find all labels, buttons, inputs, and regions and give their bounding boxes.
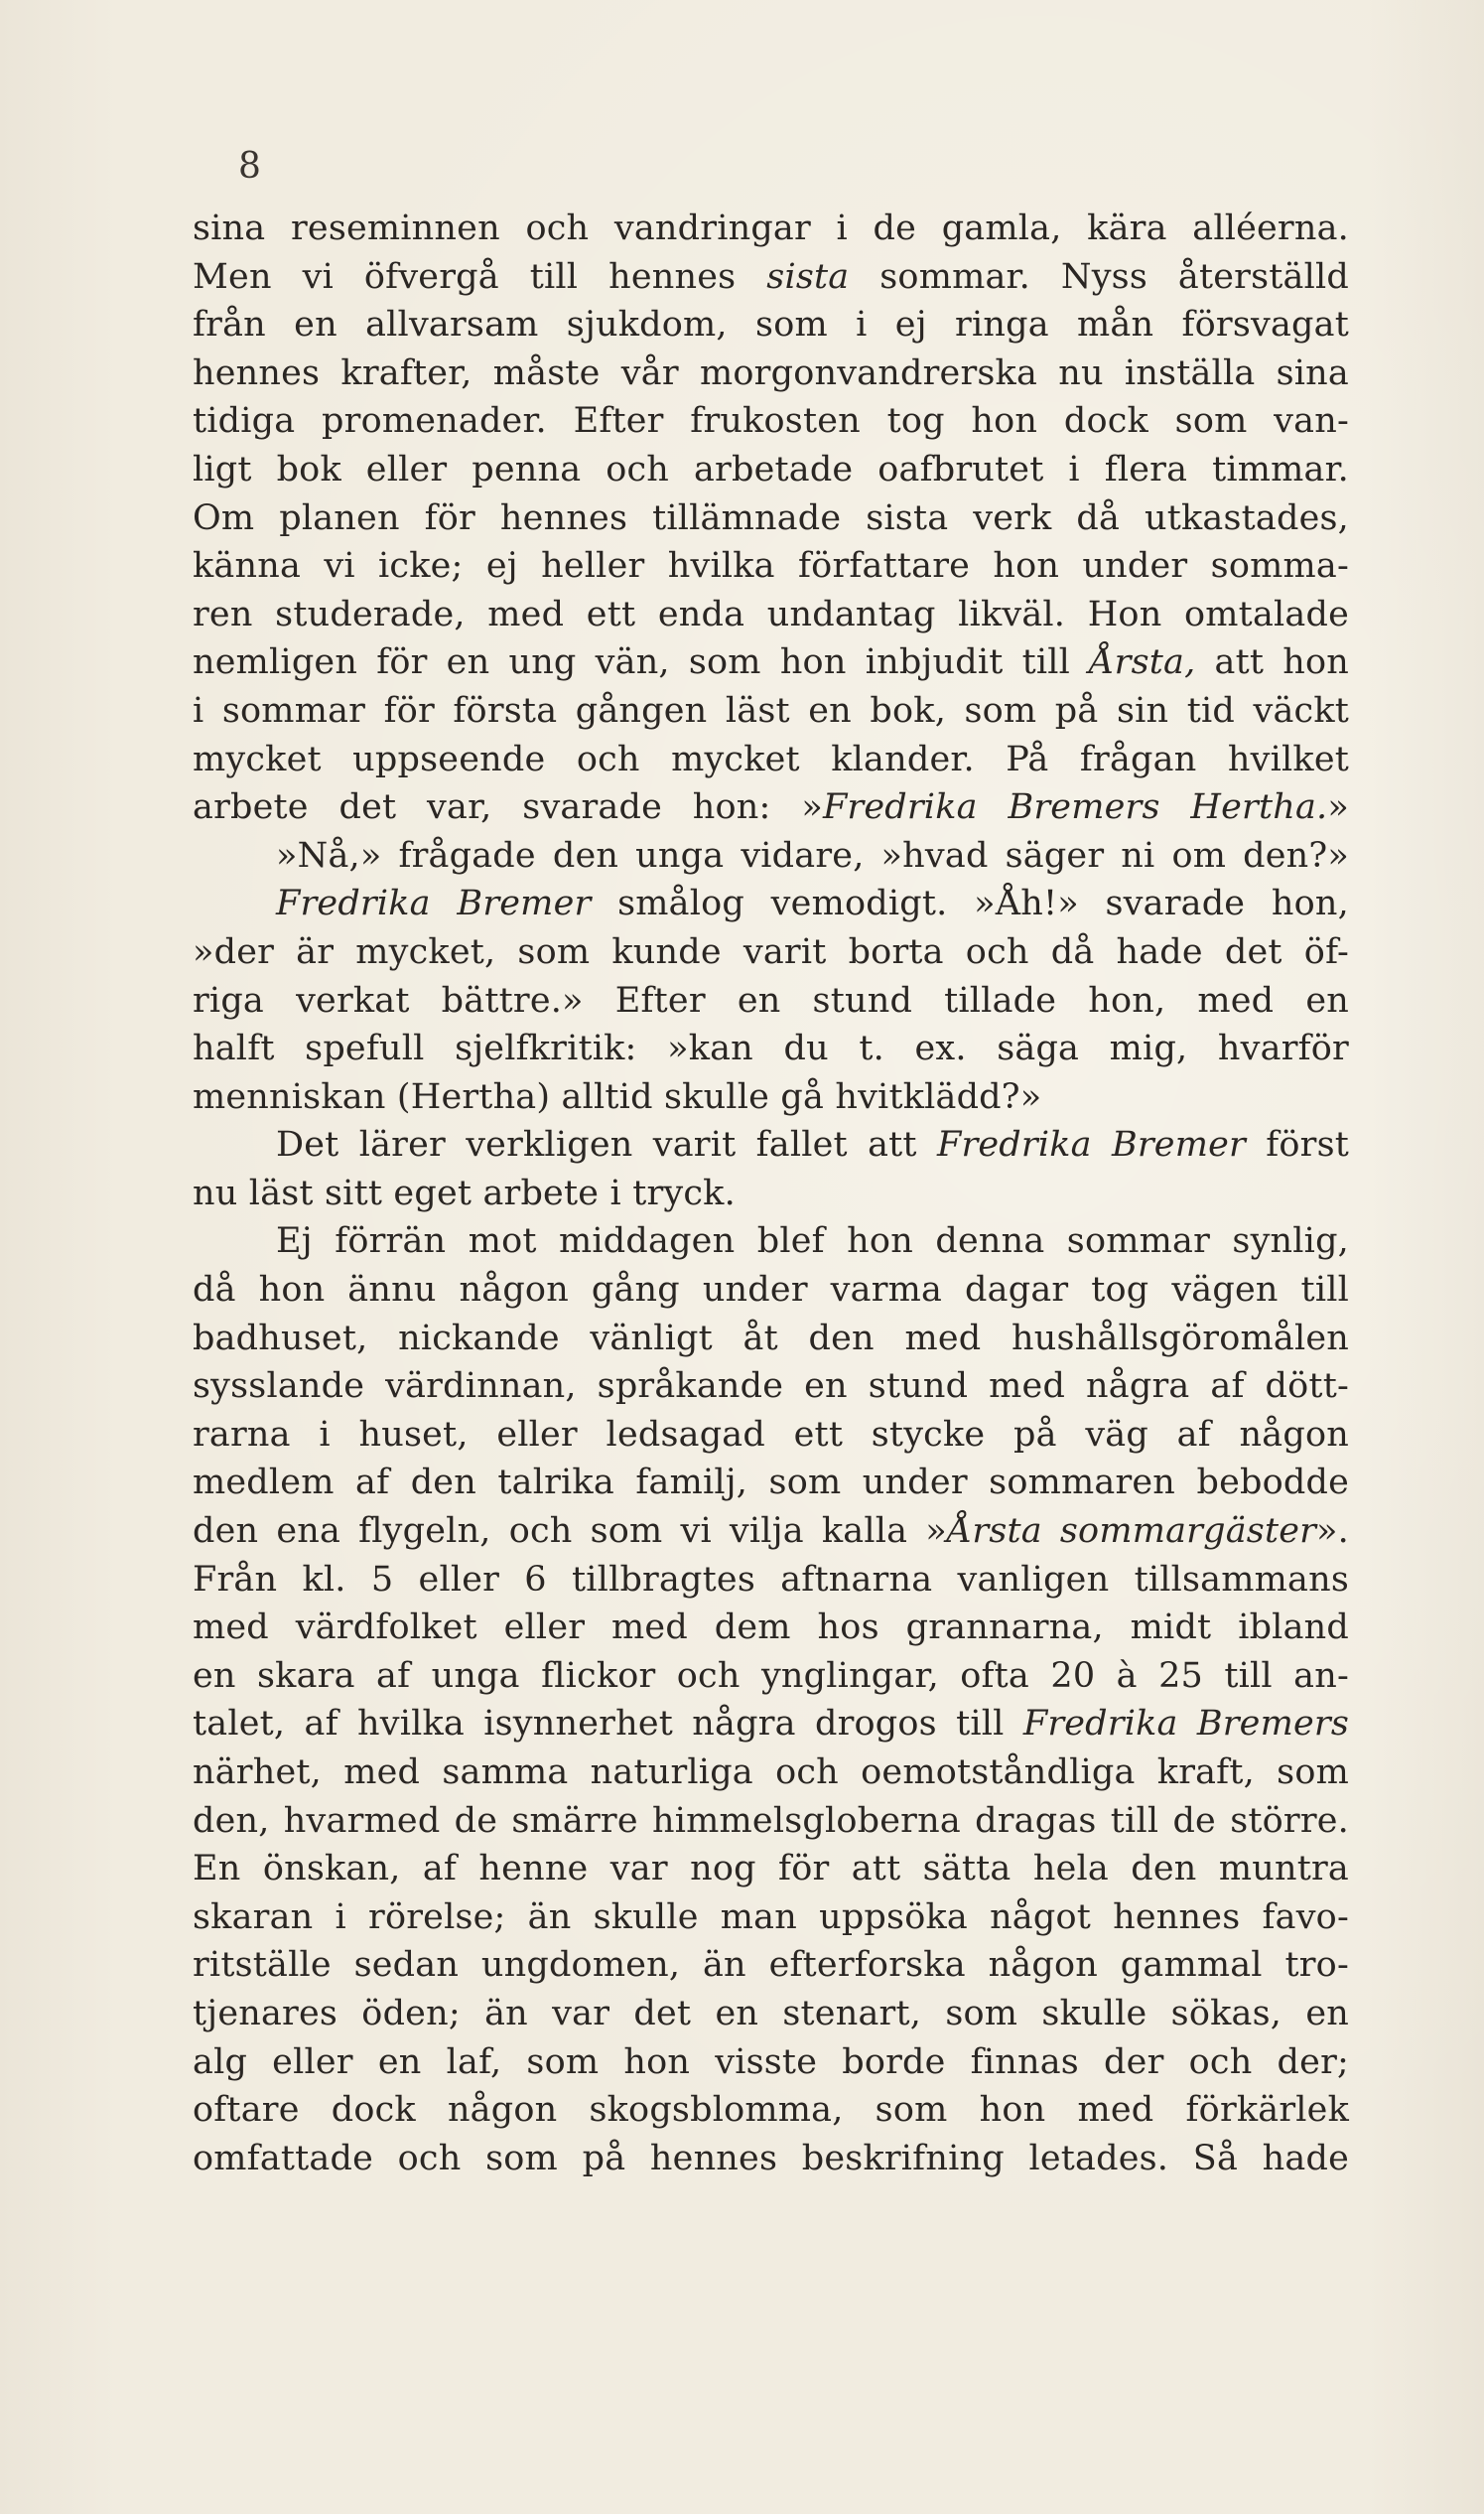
italic-text-segment: Årsta sommargäster	[946, 1511, 1317, 1552]
text-segment: smålog vemodigt. »Åh!» svarade hon,	[591, 884, 1349, 924]
text-line	[193, 1170, 1349, 1218]
text-line	[193, 1748, 1349, 1797]
text-segment: att hon	[1195, 642, 1349, 683]
text-segment: medlem af den talrika familj, som under sommaren bebodde	[193, 1463, 1349, 1503]
text-line	[193, 1315, 1349, 1363]
text-segment: ».	[1316, 1511, 1349, 1552]
text-segment: känna vi icke; ej heller hvilka författare hon under somma-	[193, 546, 1349, 587]
text-line	[193, 1652, 1349, 1701]
text-line	[193, 1845, 1349, 1893]
text-line	[193, 928, 1349, 977]
text-line	[193, 1266, 1349, 1315]
text-line	[193, 2038, 1349, 2087]
text-line	[193, 205, 1349, 253]
text-segment: i sommar för första gången läst en bok, som på sin tid väckt	[193, 690, 1349, 731]
text-segment: riga verkat bättre.» Efter en stund tillade hon, med en	[193, 980, 1349, 1021]
text-line	[193, 1459, 1349, 1507]
text-segment: nu läst sitt eget arbete i tryck.	[193, 1173, 736, 1213]
text-line	[193, 1507, 1349, 1556]
text-line	[193, 1025, 1349, 1073]
text-segment: rarna i huset, eller ledsagad ett stycke på väg af någon	[193, 1414, 1349, 1455]
text-line	[193, 736, 1349, 784]
text-segment: talet, af hvilka isynnerhet några drogos till	[193, 1704, 1023, 1745]
italic-text-segment: Fredrika Bremers	[1022, 1704, 1349, 1745]
text-segment: halft spefull sjelfkritik: »kan du t. ex. säga mig, hvarför	[193, 1029, 1349, 1069]
page-number: 8	[238, 146, 261, 187]
text-segment: en skara af unga flickor och ynglingar, ofta 20 à 25 till an-	[193, 1655, 1349, 1696]
text-segment: Men vi öfvergå till hennes	[193, 256, 767, 297]
text-segment: från en allvarsam sjukdom, som i ej ringa mån försvagat	[193, 305, 1349, 346]
text-line	[193, 1121, 1349, 1170]
text-line	[193, 2135, 1349, 2183]
text-segment: menniskan (Hertha) alltid skulle gå hvitklädd?»	[193, 1076, 1042, 1117]
text-segment: Det lärer verkligen varit fallet att	[276, 1125, 937, 1166]
text-line	[193, 349, 1349, 398]
text-segment: då hon ännu någon gång under varma dagar tog vägen till	[193, 1270, 1349, 1311]
text-segment: hennes krafter, måste vår morgonvandrerska nu inställa sina	[193, 352, 1349, 393]
text-line	[193, 1362, 1349, 1411]
italic-text-segment: sista	[766, 256, 850, 297]
text-segment: badhuset, nickande vänligt åt den med hushållsgöromålen	[193, 1318, 1349, 1358]
text-line	[193, 542, 1349, 591]
text-segment: oftare dock någon skogsblomma, som hon med förkärlek	[193, 2090, 1349, 2131]
text-line	[193, 1604, 1349, 1652]
text-segment: mycket uppseende och mycket klander. På frågan hvilket	[193, 739, 1349, 779]
text-segment: »	[1327, 787, 1349, 828]
text-line	[193, 301, 1349, 349]
text-segment: Ej förrän mot middagen blef hon denna sommar synlig,	[276, 1221, 1349, 1262]
text-segment: tidiga promenader. Efter frukosten tog hon dock som van-	[193, 401, 1349, 442]
text-line	[193, 494, 1349, 543]
text-line	[193, 977, 1349, 1026]
text-segment: ren studerade, med ett enda undantag likväl. Hon omtalade	[193, 594, 1349, 634]
text-segment: den, hvarmed de smärre himmelsgloberna dragas till de större.	[193, 1800, 1349, 1841]
text-segment: först	[1245, 1125, 1350, 1166]
text-segment: sina reseminnen och vandringar i de gamla, kära alléerna.	[193, 209, 1349, 248]
text-line	[193, 832, 1349, 881]
text-line	[193, 1797, 1349, 1846]
text-line	[193, 783, 1349, 832]
text-segment: »Nå,» frågade den unga vidare, »hvad säger ni om den?»	[276, 835, 1349, 876]
italic-text-segment: Fredrika Bremer	[276, 884, 592, 924]
text-line	[193, 1073, 1349, 1122]
text-line	[193, 1411, 1349, 1460]
italic-text-segment: Fredrika Bremer	[936, 1125, 1246, 1166]
text-line	[193, 1700, 1349, 1748]
text-line	[193, 1893, 1349, 1942]
text-line	[193, 1217, 1349, 1266]
text-segment: med värdfolket eller med dem hos grannarna, midt ibland	[193, 1607, 1349, 1648]
text-line	[193, 591, 1349, 639]
text-segment: Från kl. 5 eller 6 tillbragtes aftnarna vanligen tillsammans	[193, 1559, 1349, 1600]
text-segment: »der är mycket, som kunde varit borta och då hade det öf-	[193, 931, 1349, 972]
text-segment: ligt bok eller penna och arbetade oafbrutet i flera timmar.	[193, 449, 1349, 489]
text-segment: skaran i rörelse; än skulle man uppsöka något hennes favo-	[193, 1896, 1349, 1937]
text-segment: alg eller en laf, som hon visste borde finnas der och der;	[193, 2041, 1349, 2082]
text-segment: sommar. Nyss återställd	[849, 256, 1349, 297]
text-line	[193, 1990, 1349, 2038]
text-line	[193, 638, 1349, 687]
text-segment: nemligen för en ung vän, som hon inbjudit till	[193, 642, 1090, 683]
text-segment: arbete det var, svarade hon: »	[193, 787, 823, 828]
text-segment: närhet, med samma naturliga och oemotståndliga kraft, som	[193, 1752, 1349, 1792]
text-segment: ritställe sedan ungdomen, än efterforska någon gammal tro-	[193, 1945, 1349, 1986]
text-segment: En önskan, af henne var nog för att sätta hela den muntra	[193, 1849, 1349, 1889]
body-text	[193, 205, 1349, 2182]
text-line	[193, 253, 1349, 302]
text-line	[193, 687, 1349, 736]
text-line	[193, 2086, 1349, 2135]
italic-text-segment: Fredrika Bremers Hertha.	[822, 787, 1328, 828]
text-line	[193, 880, 1349, 928]
text-line	[193, 446, 1349, 494]
text-line	[193, 1556, 1349, 1605]
text-segment: den ena flygeln, och som vi vilja kalla »	[193, 1511, 947, 1552]
text-segment: omfattade och som på hennes beskrifning letades. Så hade	[193, 2138, 1349, 2178]
text-line	[193, 1941, 1349, 1990]
text-segment: sysslande värdinnan, språkande en stund med några af dött-	[193, 1366, 1349, 1407]
italic-text-segment: Årsta,	[1089, 642, 1196, 683]
text-segment: Om planen för hennes tillämnade sista verk då utkastades,	[193, 497, 1349, 538]
text-line	[193, 397, 1349, 446]
text-segment: tjenares öden; än var det en stenart, som skulle sökas, en	[193, 1993, 1349, 2033]
